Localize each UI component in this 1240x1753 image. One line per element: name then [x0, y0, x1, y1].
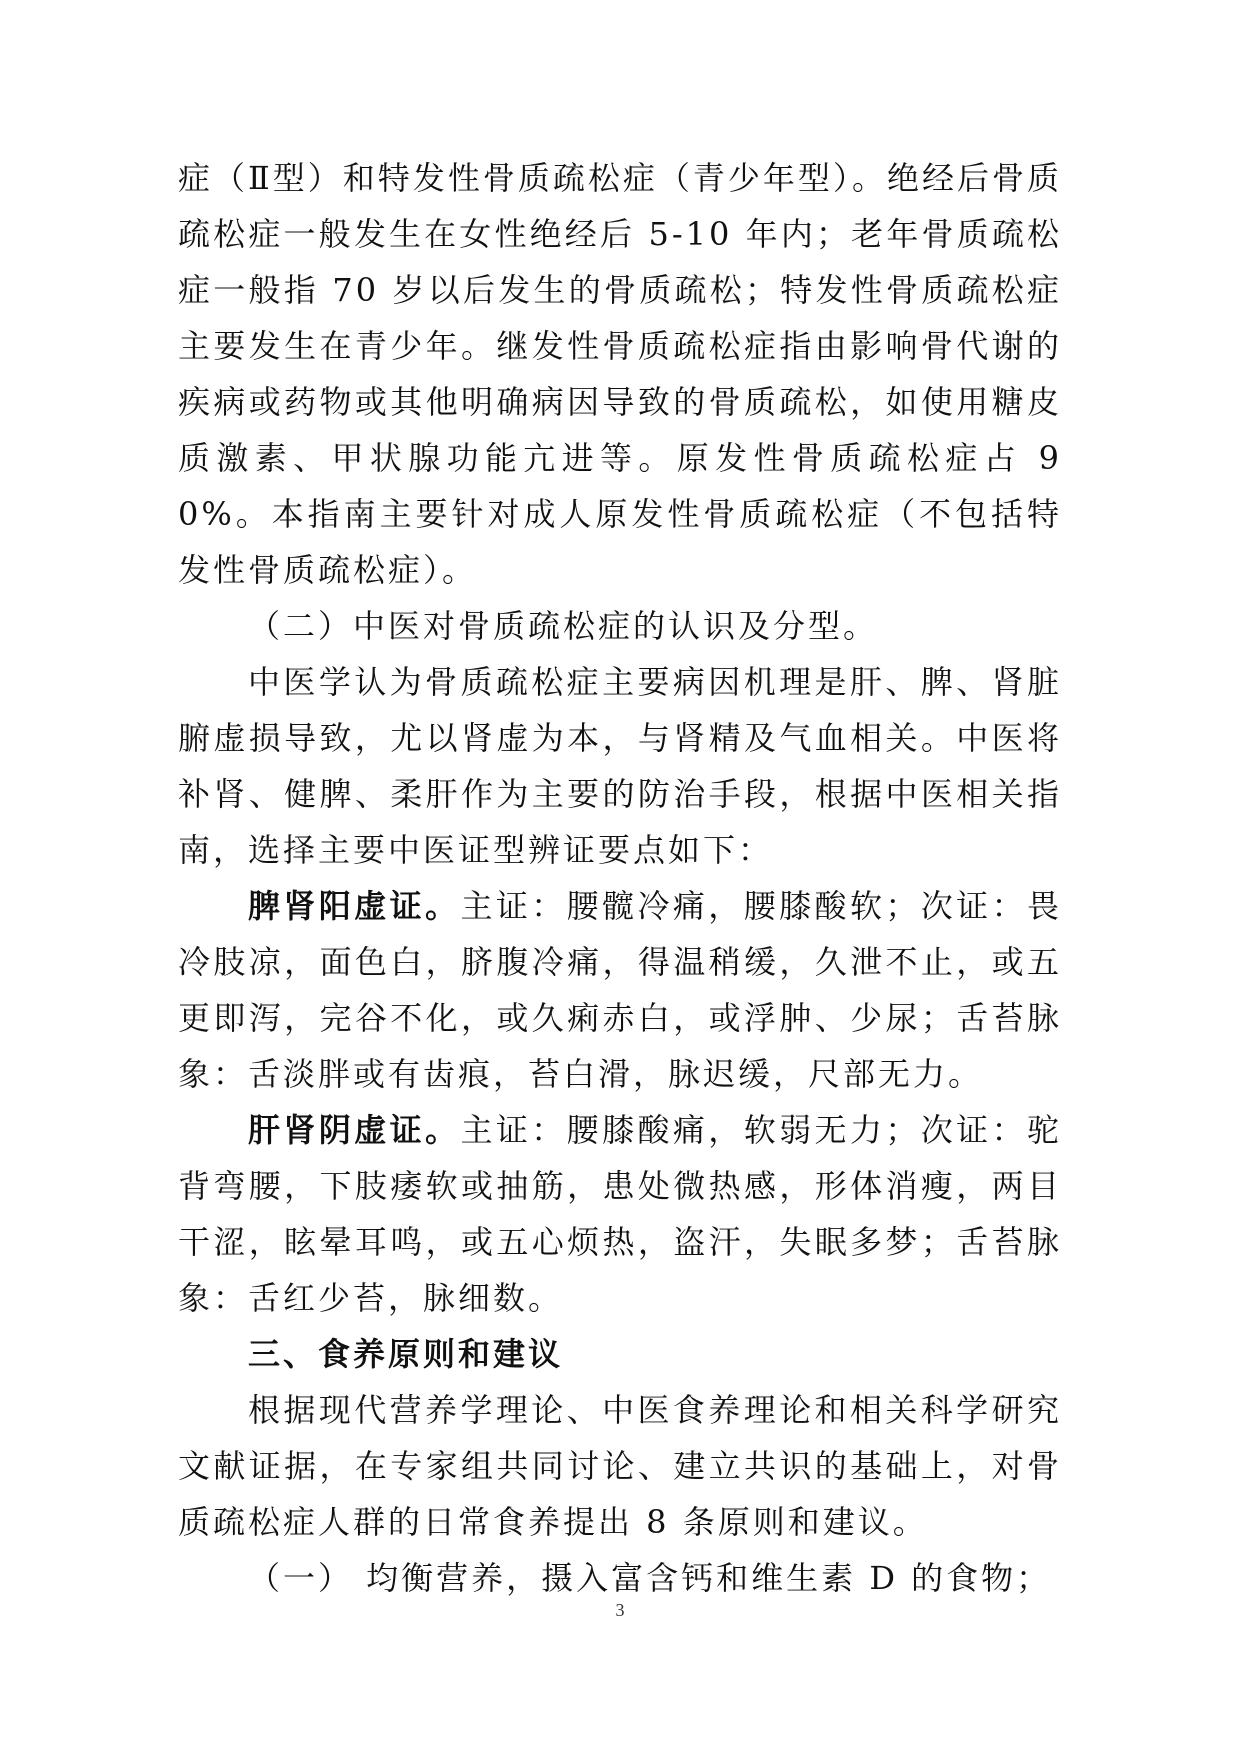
paragraph-diet-intro: [178, 1382, 1062, 1550]
paragraph-text: 中医学认为骨质疏松症主要病因机理是肝、脾、肾脏腑虚损导致，尤以肾虚为本，与肾精及气血相关。中医将补肾、健脾、柔肝作为主要的防治手段，根据中医相关指南，选择主要中医证型辨证要点如下：: [178, 663, 1062, 869]
paragraph-tcm-understanding: [178, 654, 1062, 878]
section-heading-diet: [178, 1326, 1062, 1382]
heading-text: 三、食养原则和建议: [248, 1335, 564, 1373]
syndrome-title: 肝肾阴虚证。: [248, 1111, 461, 1149]
paragraph-text: 主证：腰髋冷痛，腰膝酸软；次证：畏冷肢凉，面色白，脐腹冷痛，得温稍缓，久泄不止，或五更即泻，完谷不化，或久痢赤白，或浮肿、少尿；舌苔脉象：舌淡胖或有齿痕，苔白滑，脉迟缓，尺部无力。: [178, 887, 1062, 1093]
paragraph-text: 症（Ⅱ型）和特发性骨质疏松症（青少年型）。绝经后骨质疏松症一般发生在女性绝经后 5-10 年内；老年骨质疏松症一般指 70 岁以后发生的骨质疏松；特发性骨质疏松症主要发生在青少年。继发性骨质疏松症指由影响骨代谢的疾病或药物或其他明确病因导致的骨质疏松，如使用糖皮质激素、甲状腺功能亢进等。原发性骨质疏松症占 90%。本指南主要针对成人原发性骨质疏松症（不包括特发性骨质疏松症）。: [178, 159, 1062, 589]
paragraph-text: 根据现代营养学理论、中医食养理论和相关科学研究文献证据，在专家组共同讨论、建立共识的基础上，对骨质疏松症人群的日常食养提出 8 条原则和建议。: [178, 1391, 1062, 1541]
syndrome-title: 脾肾阳虚证。: [248, 887, 461, 925]
subsection-heading-balanced-nutrition: [178, 1550, 1062, 1606]
page-number: 3: [615, 1600, 625, 1620]
paragraph-continuation: [178, 150, 1062, 598]
subsection-heading-tcm: [178, 598, 1062, 654]
paragraph-text: （一） 均衡营养，摄入富含钙和维生素 D 的食物；: [248, 1559, 1052, 1597]
paragraph-spleen-kidney-yang: [178, 878, 1062, 1102]
paragraph-text: 主证：腰膝酸痛，软弱无力；次证：驼背弯腰，下肢痿软或抽筋，患处微热感，形体消瘦，两目干涩，眩晕耳鸣，或五心烦热，盗汗，失眠多梦；舌苔脉象：舌红少苔，脉细数。: [178, 1111, 1062, 1317]
document-body: [178, 150, 1062, 1606]
paragraph-text: （二）中医对骨质疏松症的认识及分型。: [248, 607, 879, 645]
paragraph-liver-kidney-yin: [178, 1102, 1062, 1326]
